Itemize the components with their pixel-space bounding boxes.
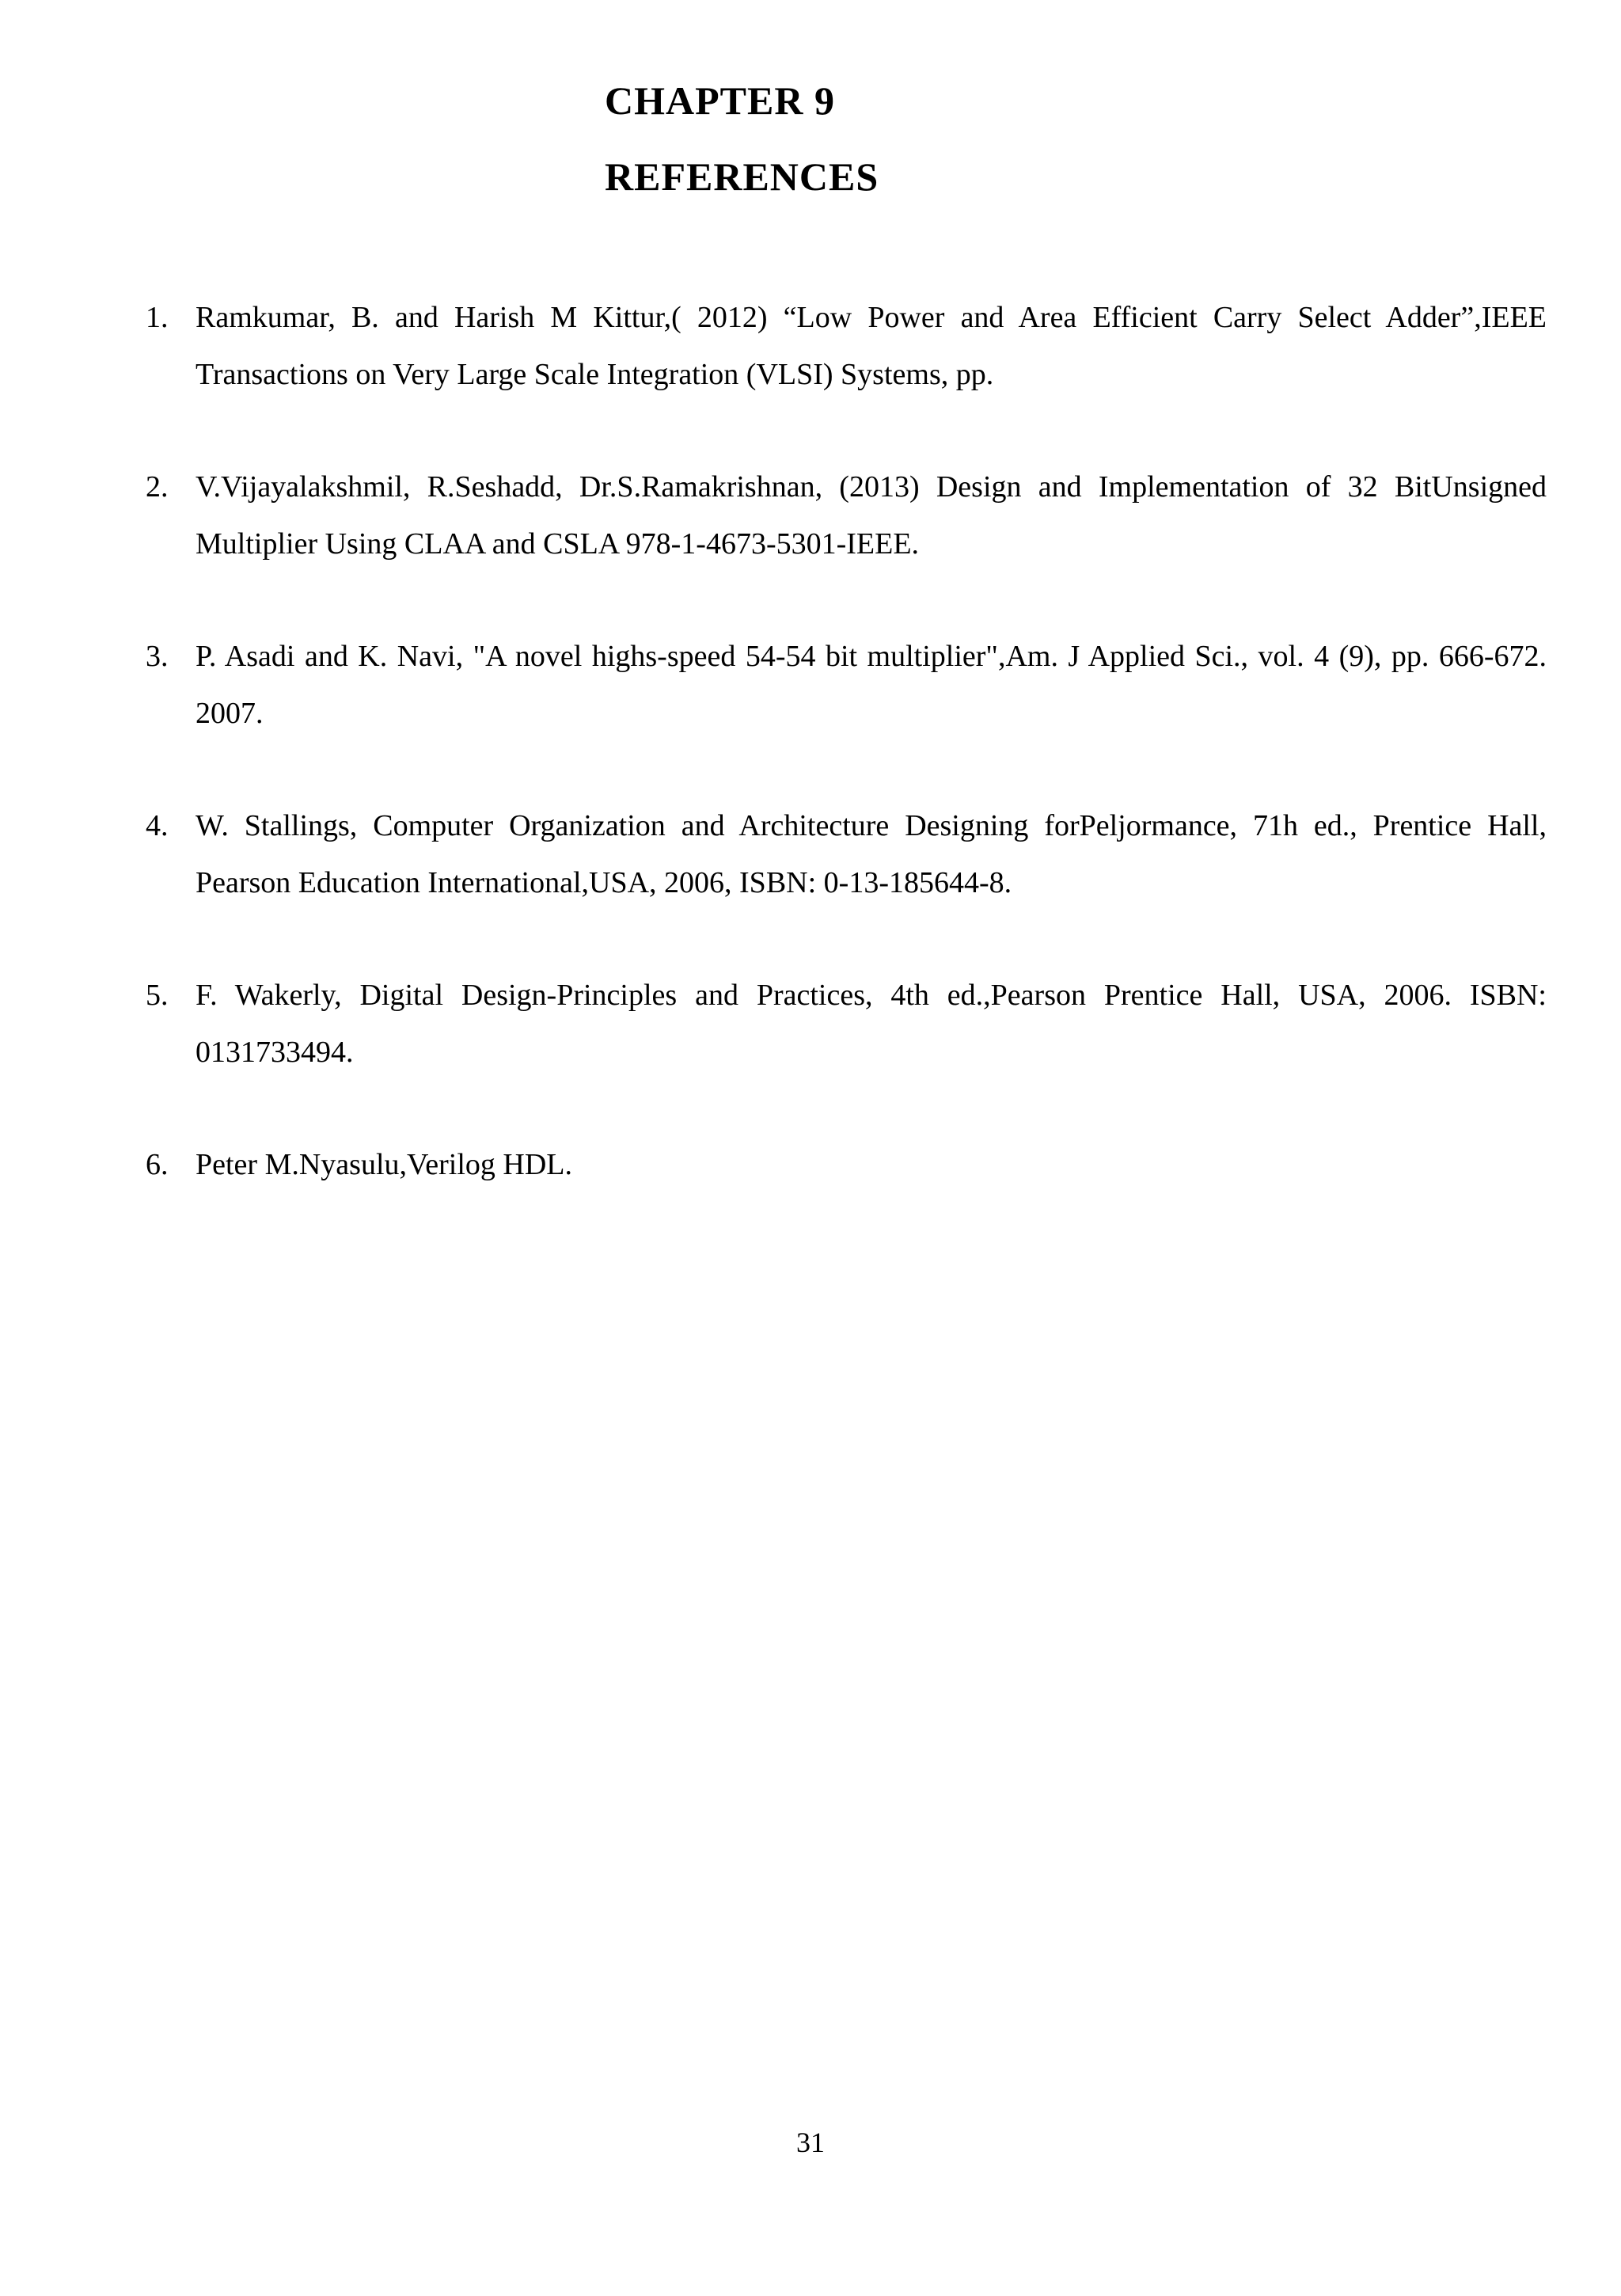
reference-list: [146, 289, 1547, 1249]
reference-text: W. Stallings, Computer Organization and Architecture Designing forPeljormance, 71h ed., Prentice Hall, Pearson Education International,USA, 2006, ISBN: 0-13-185644-8.: [196, 809, 1547, 899]
reference-text: V.Vijayalakshmil, R.Seshadd, Dr.S.Ramakrishnan, (2013) Design and Implementation of 32 BitUnsigned Multiplier Using CLAA and CSLA 978-1-4673-5301-IEEE.: [196, 470, 1547, 561]
reference-number: 6.: [146, 1148, 169, 1181]
reference-text: P. Asadi and K. Navi, "A novel highs-speed 54-54 bit multiplier",Am. J Applied Sci., vol. 4 (9), pp. 666-672. 2007.: [196, 640, 1547, 730]
reference-number: 1.: [146, 301, 169, 334]
reference-item-2: [146, 458, 1547, 572]
reference-number: 2.: [146, 470, 169, 504]
reference-number: 3.: [146, 640, 169, 673]
reference-number: 4.: [146, 809, 169, 842]
reference-text: Ramkumar, B. and Harish M Kittur,( 2012) “Low Power and Area Efficient Carry Select Adder”,IEEE Transactions on Very Large Scale Integration (VLSI) Systems, pp.: [196, 301, 1547, 391]
reference-item-3: [146, 628, 1547, 742]
page-title: REFERENCES: [605, 154, 879, 199]
reference-item-1: [146, 289, 1547, 403]
reference-item-5: [146, 967, 1547, 1081]
reference-number: 5.: [146, 979, 169, 1012]
chapter-heading: CHAPTER 9: [605, 78, 835, 123]
page-number: 31: [796, 2127, 825, 2158]
reference-item-4: [146, 797, 1547, 911]
reference-text: F. Wakerly, Digital Design-Principles and Practices, 4th ed.,Pearson Prentice Hall, USA, 2006. ISBN: 0131733494.: [196, 979, 1547, 1069]
reference-item-6: [146, 1136, 1547, 1193]
reference-text: Peter M.Nyasulu,Verilog HDL.: [196, 1148, 572, 1181]
